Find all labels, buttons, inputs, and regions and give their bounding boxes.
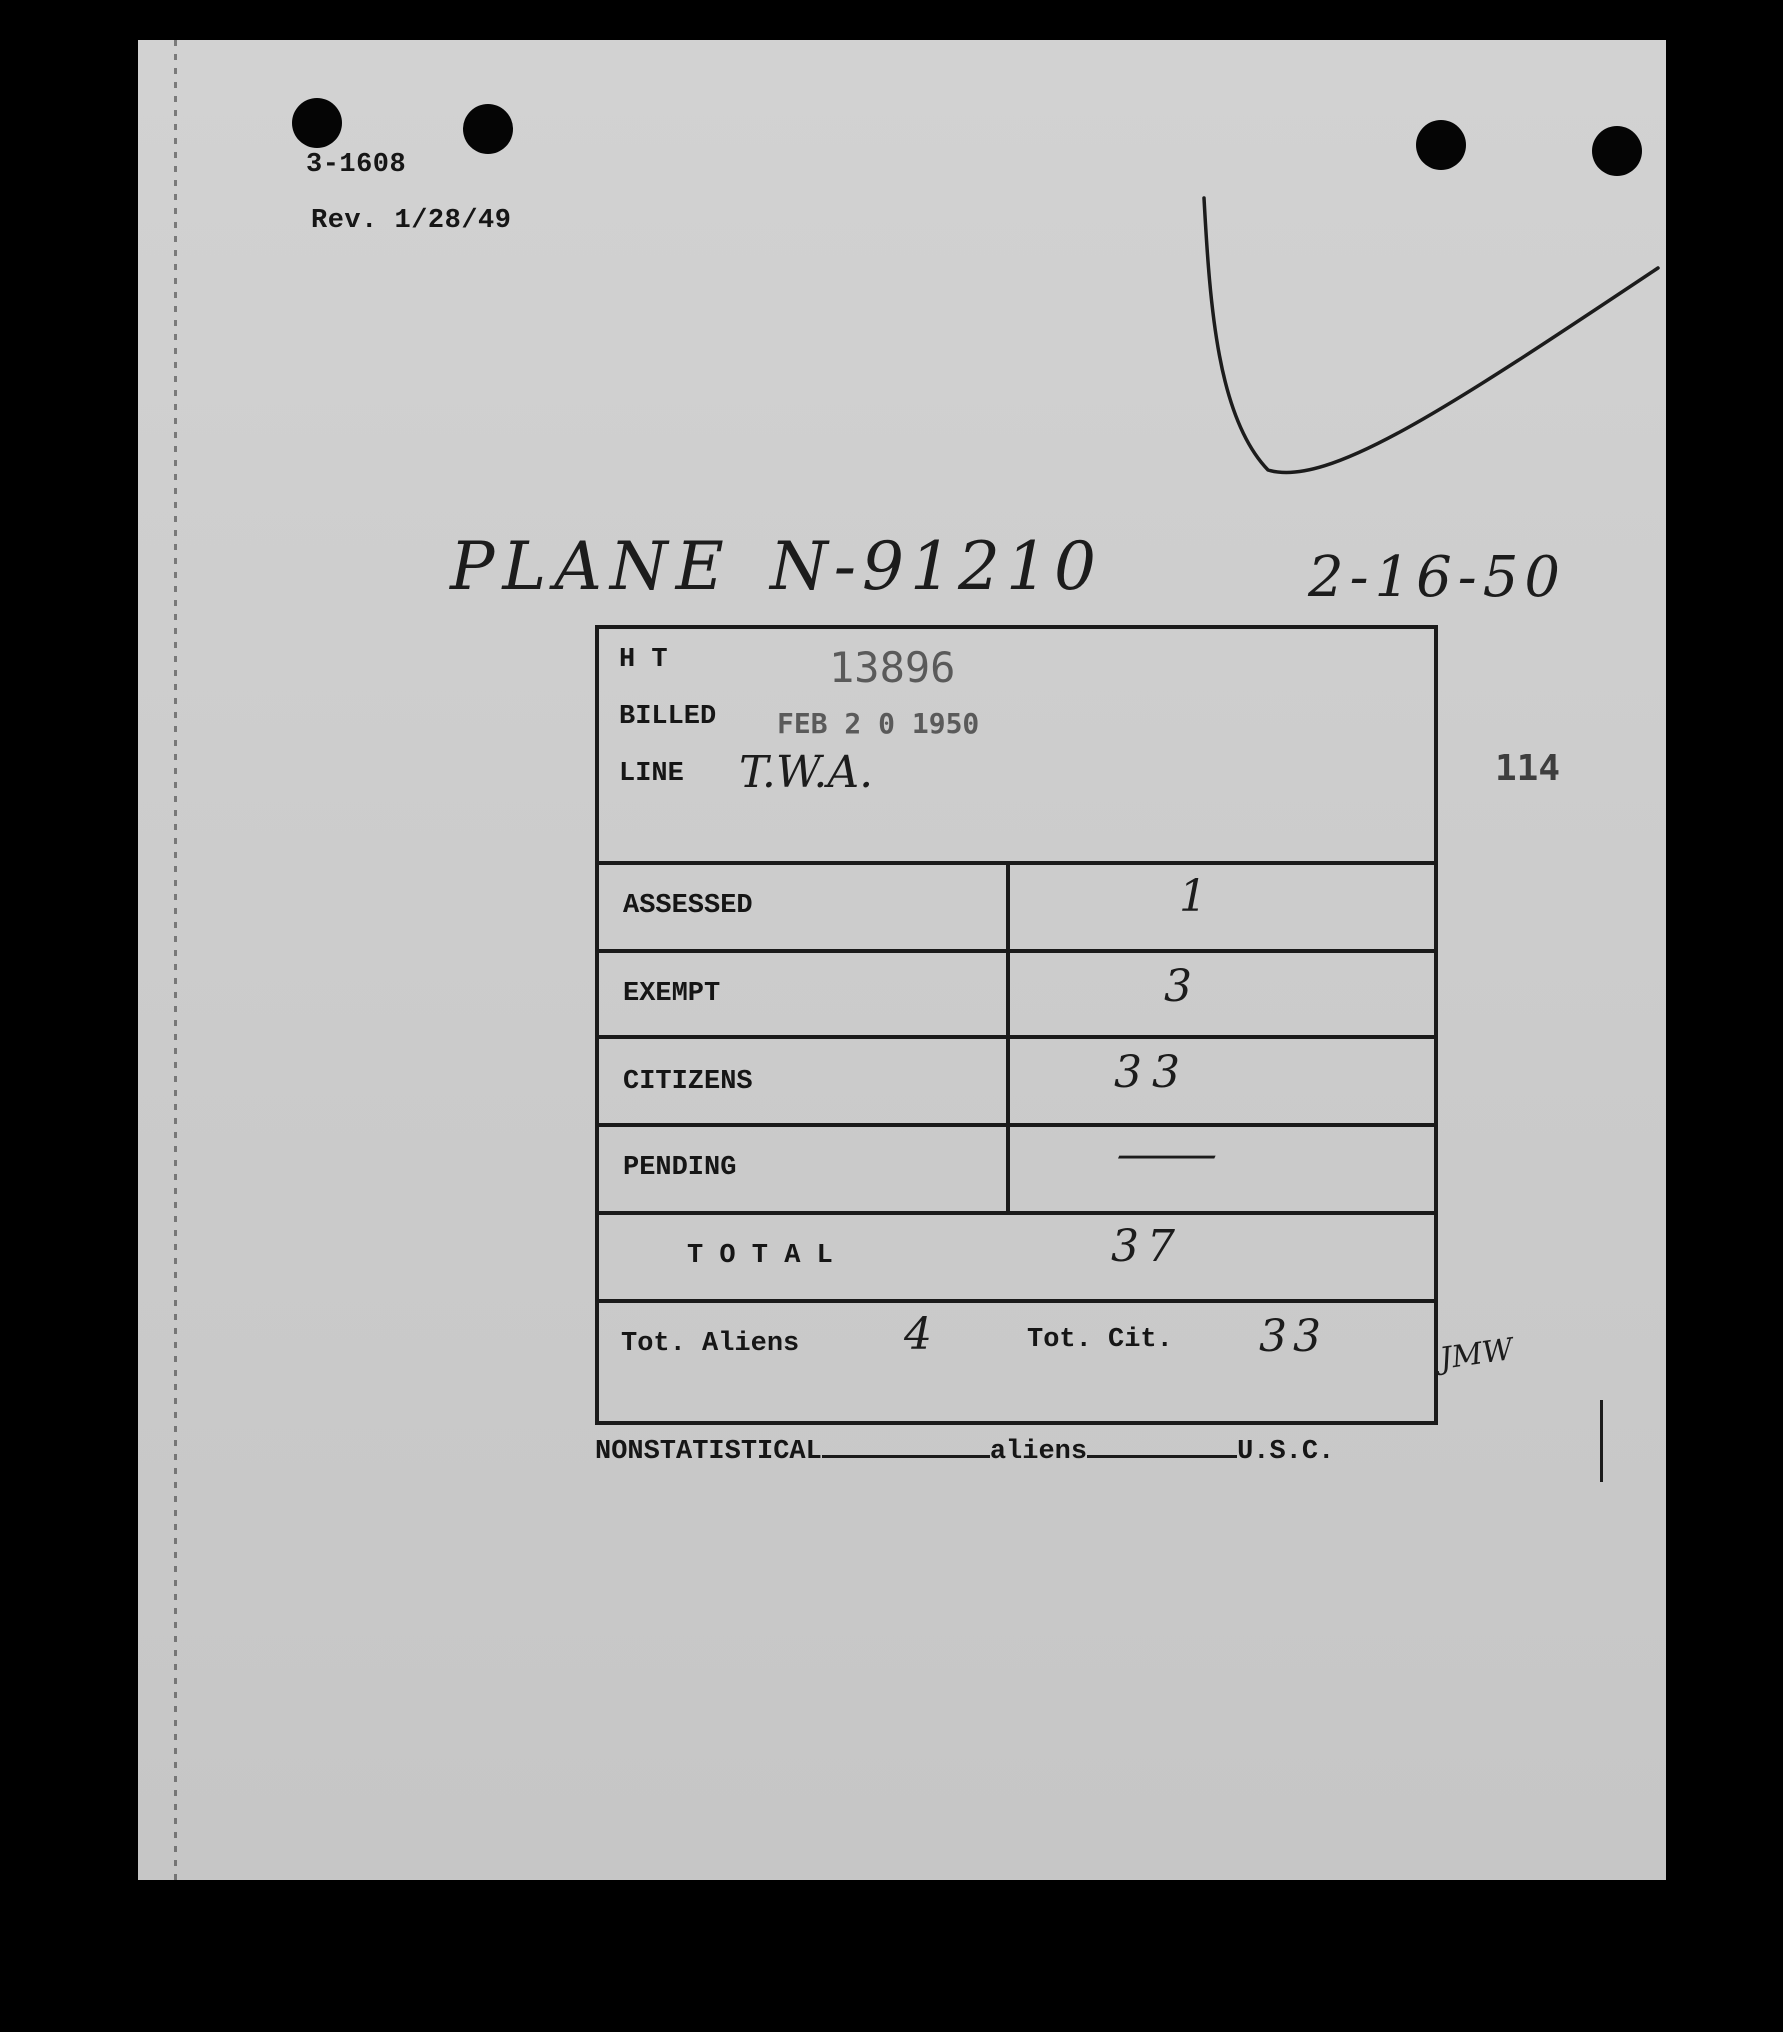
plane-label: PLANE xyxy=(450,528,732,605)
form-number: 3-1608 xyxy=(306,150,407,180)
total-value: 37 xyxy=(1111,1221,1183,1272)
total-citizens-value: 33 xyxy=(1259,1311,1327,1362)
assessed-value: 1 xyxy=(1179,871,1207,922)
billed-stamp: FEB 2 0 1950 xyxy=(777,707,980,740)
rule-1 xyxy=(599,861,1434,865)
exempt-value: 3 xyxy=(1164,961,1192,1012)
nonstatistical-line xyxy=(595,1437,1334,1467)
total-aliens-value: 4 xyxy=(904,1309,932,1360)
rule-6 xyxy=(599,1299,1434,1303)
form-revision: Rev. 1/28/49 xyxy=(311,206,512,236)
checkmark-mark xyxy=(1188,188,1668,528)
form-box xyxy=(595,625,1438,1425)
exempt-label: EXEMPT xyxy=(623,979,721,1009)
punch-hole-3 xyxy=(1416,120,1466,170)
aliens-label: aliens xyxy=(989,1437,1088,1467)
usc-blank[interactable] xyxy=(1087,1455,1237,1458)
plane-date: 2-16-50 xyxy=(1308,545,1566,610)
assessed-label: ASSESSED xyxy=(623,891,753,921)
usc-label: U.S.C. xyxy=(1237,1437,1335,1467)
punch-hole-1 xyxy=(292,98,342,148)
rule-2 xyxy=(599,949,1434,953)
plane-number: N-91210 xyxy=(770,528,1103,605)
ht-number: 13896 xyxy=(829,643,956,692)
citizens-label: CITIZENS xyxy=(623,1067,753,1097)
side-number: 114 xyxy=(1495,748,1561,789)
initials: JMW xyxy=(1437,1331,1516,1377)
total-citizens-label: Tot. Cit. xyxy=(1027,1325,1173,1355)
rule-3 xyxy=(599,1035,1434,1039)
line-label: LINE xyxy=(619,759,684,789)
rule-4 xyxy=(599,1123,1434,1127)
rule-5 xyxy=(599,1211,1434,1215)
pending-label: PENDING xyxy=(623,1153,737,1183)
pending-value: — xyxy=(1114,1129,1220,1180)
billed-label: BILLED xyxy=(619,702,717,732)
margin-tick xyxy=(1600,1400,1603,1482)
nonstat-label: NONSTATISTICAL xyxy=(595,1437,822,1467)
aliens-blank[interactable] xyxy=(822,1455,990,1458)
punch-hole-2 xyxy=(463,104,513,154)
column-divider xyxy=(1006,861,1010,1215)
line-value: T.W.A. xyxy=(739,747,874,798)
punch-hole-4 xyxy=(1592,126,1642,176)
citizens-value: 33 xyxy=(1114,1047,1190,1098)
ht-label: H T xyxy=(619,645,668,675)
total-label: T O T A L xyxy=(687,1241,833,1271)
total-aliens-label: Tot. Aliens xyxy=(621,1329,800,1359)
